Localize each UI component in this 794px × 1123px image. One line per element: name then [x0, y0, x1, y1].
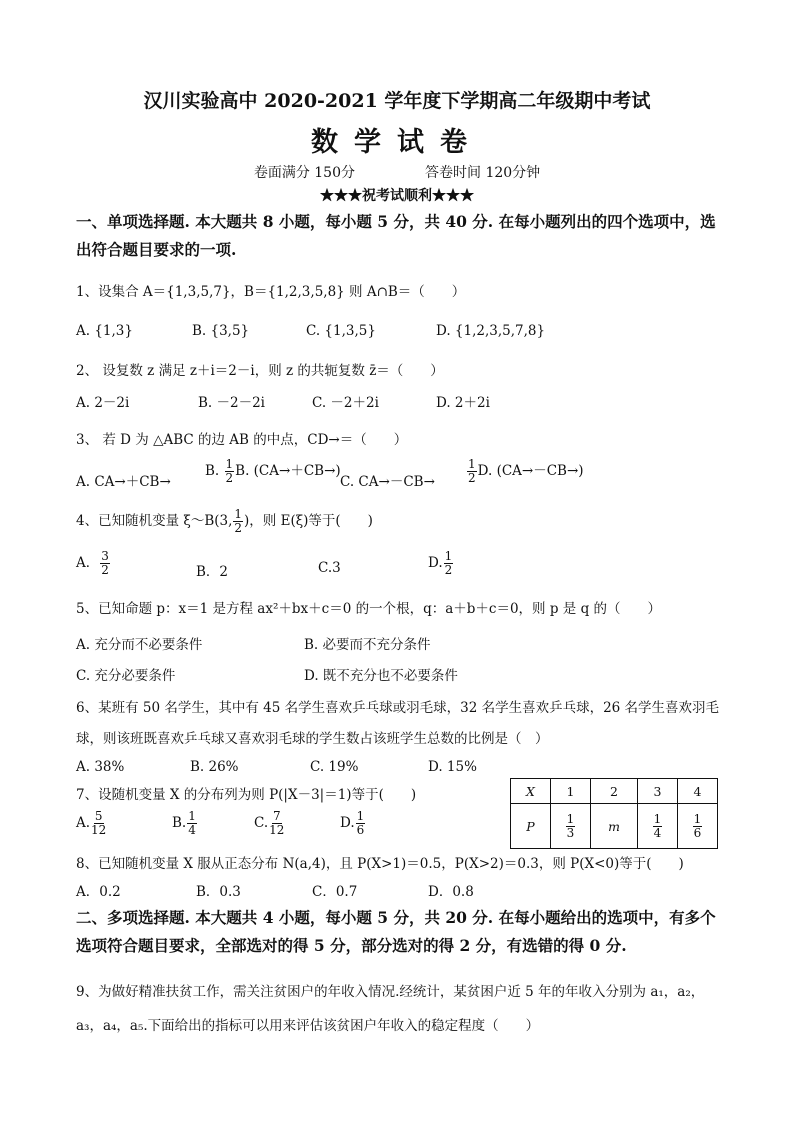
q1-option-a: A. {1,3}	[76, 323, 133, 339]
q7-option-d: D. $\frac{1}{6}$	[340, 809, 365, 837]
q2-option-b: B. －2－2i	[198, 395, 265, 411]
q1-stem: 1、设集合 A＝{1,3,5,7}，B＝{1,2,3,5,8} 则 A∩B＝（ ）	[76, 284, 466, 300]
section1-heading: 一、单项选择题. 本大题共 8 小题，每小题 5 分，共 40 分. 在每小题列出的四个选项中，选出符合题目要求的一项.	[76, 212, 716, 259]
q7-table-cell: $\frac{1}{6}$	[678, 804, 718, 849]
q1-option-c: C. {1,3,5}	[306, 323, 376, 339]
q3-option-b	[205, 458, 341, 485]
q7-table-cell: 4	[678, 779, 718, 804]
q3-option-d	[466, 458, 584, 485]
q8-option-b: B．0.3	[196, 884, 241, 900]
q6-option-c: C. 19%	[310, 759, 359, 775]
q7-table-cell: 2	[591, 779, 638, 804]
q5-option-b: B. 必要而不充分条件	[304, 637, 431, 653]
q7-option-a: A. $\frac{5}{12}$	[76, 809, 107, 837]
q6-option-d: D. 15%	[428, 759, 477, 775]
q3-option-a: A. CA→＋CB→	[76, 474, 171, 490]
exam-subtitle: 数学试卷	[311, 127, 483, 158]
q2-stem: 2、 设复数 z 满足 z＋i＝2－i，则 z 的共轭复数 z̄＝（ ）	[76, 363, 444, 379]
good-luck-banner: ★★★祝考试顺利★★★	[320, 188, 474, 204]
q7-distribution-table	[510, 778, 718, 849]
q7-option-c: C. $\frac{7}{12}$	[254, 809, 285, 837]
q7-table-cell: m	[591, 804, 638, 849]
exam-title: 汉川实验高中 2020-2021 学年度下学期高二年级期中考试	[143, 90, 651, 112]
exam-time: 答卷时间 120分钟	[425, 165, 541, 181]
q6-stem-line1: 6、某班有 50 名学生，其中有 45 名学生喜欢乒乓球或羽毛球，32 名学生喜欢乒乓球，26 名学生喜欢羽毛	[76, 700, 720, 716]
section2-heading: 二、多项选择题. 本大题共 4 小题，每小题 5 分，共 20 分. 在每小题给出的选项中，有多个选项符合题目要求，全部选对的得 5 分，部分选对的得 2 分，有选错的得 0 分.	[76, 908, 716, 955]
q5-option-c: C. 充分必要条件	[76, 668, 176, 684]
q4-stem: 4、已知随机变量 ξ～B(3, $\frac{1}{2}$ )，则 E(ξ)等于( )	[76, 507, 373, 535]
q3-option-c: C. CA→－CB→	[340, 474, 435, 490]
q5-stem: 5、已知命题 p：x＝1 是方程 ax²＋bx＋c＝0 的一个根，q：a＋b＋c＝0，则 p 是 q 的（ ）	[76, 601, 662, 617]
q3-option-b-label: B.	[205, 463, 220, 479]
q8-option-c: C．0.7	[312, 884, 358, 900]
q6-stem-line2: 球，则该班既喜欢乒乓球又喜欢羽毛球的学生数占该班学生总数的比例是（ ）	[76, 731, 549, 747]
q7-table-cell: $\frac{1}{3}$	[551, 804, 591, 849]
q4-option-d: D. $\frac{1}{2}$	[428, 549, 453, 577]
q4-option-b: B．2	[196, 564, 229, 580]
q7-stem: 7、设随机变量 X 的分布列为则 P(|X－3|＝1)等于( )	[76, 787, 417, 803]
q3-stem: 3、 若 D 为 △ABC 的边 AB 的中点，CD→＝（ ）	[76, 432, 408, 448]
q5-option-d: D. 既不充分也不必要条件	[304, 668, 458, 684]
q7-table-cell: P	[511, 804, 551, 849]
q7-table-row-x	[511, 779, 718, 804]
q5-option-a: A. 充分而不必要条件	[76, 637, 203, 653]
q1-option-d: D. {1,2,3,5,7,8}	[436, 323, 546, 339]
q7-table-cell: 1	[551, 779, 591, 804]
q8-stem: 8、已知随机变量 X 服从正态分布 N(a,4)，且 P(X>1)＝0.5，P(X>2)＝0.3，则 P(X<0)等于( )	[76, 856, 684, 872]
q2-option-d: D. 2＋2i	[436, 395, 490, 411]
q2-option-c: C. －2＋2i	[312, 395, 379, 411]
q6-option-a: A. 38%	[76, 759, 125, 775]
q3-half-fraction: $\frac{1}{2}$	[225, 457, 234, 485]
q4-p-fraction: $\frac{1}{2}$	[234, 507, 243, 535]
q4-option-c: C.3	[318, 560, 341, 576]
q1-option-b: B. {3,5}	[192, 323, 250, 339]
q3-option-d-expr: D. (CA→－CB→)	[477, 463, 584, 479]
q2-option-a: A. 2－2i	[76, 395, 130, 411]
q6-option-b: B. 26%	[190, 759, 239, 775]
q7-table-cell: 3	[638, 779, 678, 804]
q4-option-a: A． $\frac{3}{2}$	[76, 549, 109, 577]
q7-table-row-p	[511, 804, 718, 849]
q7-option-b: B. $\frac{1}{4}$	[172, 809, 196, 837]
q7-table-cell: X	[511, 779, 551, 804]
q8-option-a: A．0.2	[76, 884, 121, 900]
q8-option-d: D．0.8	[428, 884, 474, 900]
q7-table-cell: $\frac{1}{4}$	[638, 804, 678, 849]
q3-option-b-expr: B. (CA→＋CB→)	[235, 463, 341, 479]
q9-stem: 9、为做好精准扶贫工作，需关注贫困户的年收入情况.经统计，某贫困户近 5 年的年收入分别为 a₁，a₂，a₃，a₄，a₅.下面给出的指标可以用来评估该贫困户年收入的稳定程度（ ）	[76, 984, 705, 1034]
q3-half-fraction-d: $\frac{1}{2}$	[468, 457, 476, 485]
full-score: 卷面满分 150分	[253, 165, 355, 181]
exam-meta	[0, 162, 794, 182]
